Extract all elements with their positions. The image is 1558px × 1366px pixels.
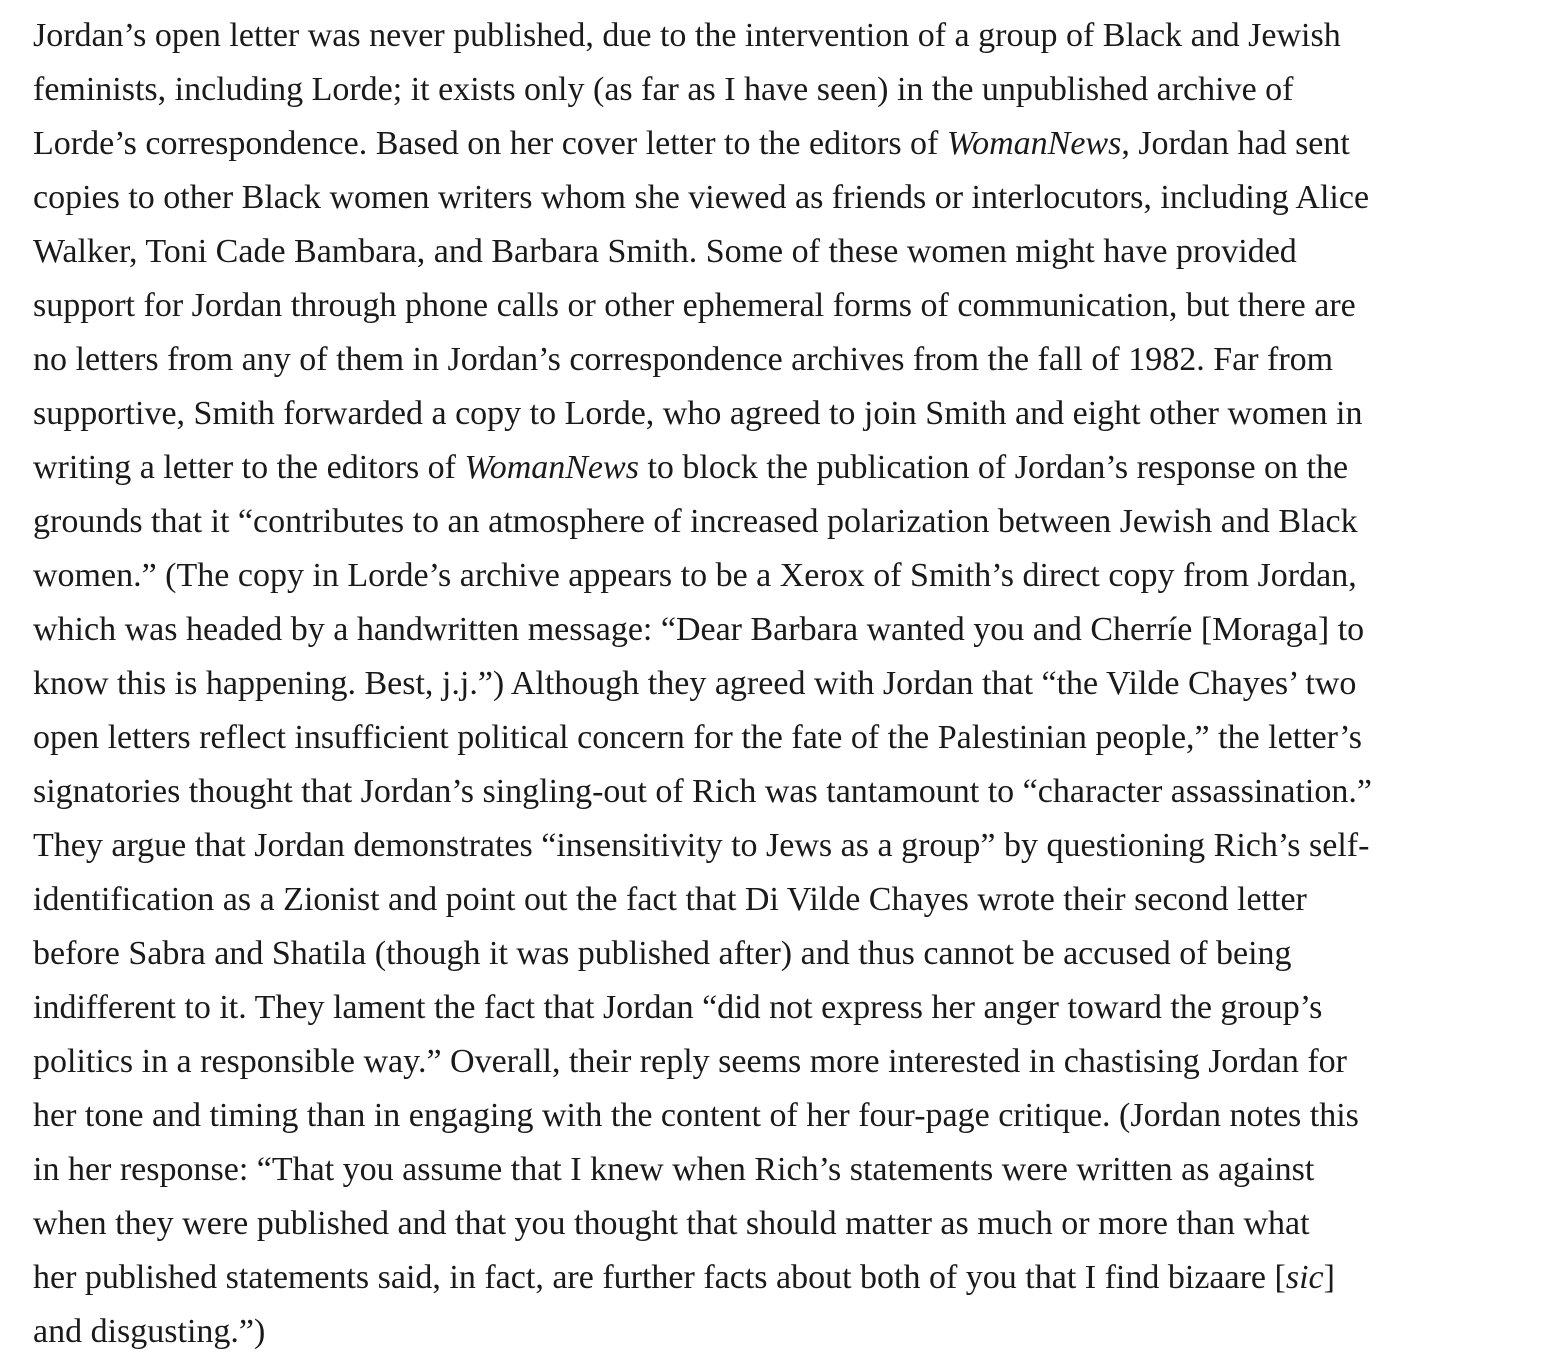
text-run: women.” (The copy in Lorde’s archive appears to be a Xerox of Smith’s direct copy from Jordan, [33,557,1357,594]
text-run: when they were published and that you thought that should matter as much or more than what [33,1205,1310,1242]
text-line-24 [33,1251,1533,1305]
text-run: know this is happening. Best, j.j.”) Although they agreed with Jordan that “the Vilde Chayes’ two [33,665,1357,702]
text-line-12 [33,603,1533,657]
text-line-10 [33,495,1533,549]
text-run: Lorde’s correspondence. Based on her cover letter to the editors of [33,125,947,162]
text-line-16 [33,819,1533,873]
text-run: ] [1323,1259,1335,1296]
text-line-22 [33,1143,1533,1197]
text-run: her tone and timing than in engaging with the content of her four-page critique. (Jordan notes this [33,1097,1359,1134]
text-line-7 [33,333,1533,387]
publication-title: WomanNews [946,125,1122,162]
text-line-6 [33,279,1533,333]
text-line-5 [33,225,1533,279]
text-run: writing a letter to the editors of [33,449,465,486]
text-line-14 [33,711,1533,765]
text-line-15 [33,765,1533,819]
text-line-18 [33,927,1533,981]
text-line-2 [33,63,1533,117]
text-line-13 [33,657,1533,711]
sic-annotation: sic [1285,1259,1324,1296]
text-line-9 [33,441,1533,495]
text-run: Jordan’s open letter was never published, due to the intervention of a group of Black and Jewish [33,17,1341,54]
text-line-8 [33,387,1533,441]
text-run: in her response: “That you assume that I knew when Rich’s statements were written as against [33,1151,1315,1188]
text-run: her published statements said, in fact, are further facts about both of you that I find bizaare [ [33,1259,1286,1296]
text-run: signatories thought that Jordan’s singling-out of Rich was tantamount to “character assassination.” [33,773,1372,810]
text-run: feminists, including Lorde; it exists only (as far as I have seen) in the unpublished archive of [33,71,1294,108]
text-line-23 [33,1197,1533,1251]
text-line-19 [33,981,1533,1035]
text-run: indifferent to it. They lament the fact that Jordan “did not express her anger toward the group’s [33,989,1323,1026]
text-run: Walker, Toni Cade Bambara, and Barbara Smith. Some of these women might have provided [33,233,1297,270]
article-paragraph [33,9,1533,1359]
text-run: which was headed by a handwritten message: “Dear Barbara wanted you and Cherríe [Moraga] to [33,611,1365,648]
text-run: identification as a Zionist and point out the fact that Di Vilde Chayes wrote their second letter [33,881,1307,918]
text-run: no letters from any of them in Jordan’s correspondence archives from the fall of 1982. Far from [33,341,1334,378]
text-run: support for Jordan through phone calls or other ephemeral forms of communication, but there are [33,287,1356,324]
text-line-17 [33,873,1533,927]
text-run: , Jordan had sent [1121,125,1350,162]
text-line-11 [33,549,1533,603]
text-run: grounds that it “contributes to an atmosphere of increased polarization between Jewish and Black [33,503,1358,540]
text-run: before Sabra and Shatila (though it was published after) and thus cannot be accused of being [33,935,1292,972]
text-run: to block the publication of Jordan’s response on the [638,449,1349,486]
text-run: They argue that Jordan demonstrates “insensitivity to Jews as a group” by questioning Rich’s self- [33,827,1370,864]
text-line-25 [33,1305,1533,1359]
text-run: politics in a responsible way.” Overall, their reply seems more interested in chastising Jordan for [33,1043,1347,1080]
text-run: copies to other Black women writers whom she viewed as friends or interlocutors, including Alice [33,179,1370,216]
text-run: and disgusting.”) [33,1313,266,1350]
text-line-4 [33,171,1533,225]
text-line-20 [33,1035,1533,1089]
text-run: supportive, Smith forwarded a copy to Lorde, who agreed to join Smith and eight other women in [33,395,1363,432]
publication-title: WomanNews [464,449,639,486]
text-run: open letters reflect insufficient political concern for the fate of the Palestinian people,” the letter’s [33,719,1362,756]
text-line-3 [33,117,1533,171]
text-line-1 [33,9,1533,63]
text-line-21 [33,1089,1533,1143]
